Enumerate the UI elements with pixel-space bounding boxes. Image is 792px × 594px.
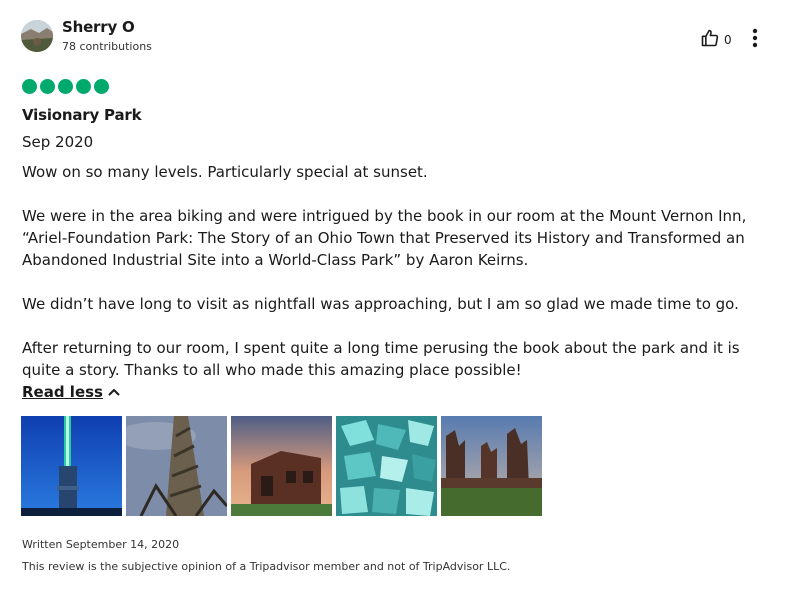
review-disclaimer: This review is the subjective opinion of a Tripadvisor member and not of TripAdvisor LLC.: [22, 560, 511, 573]
thumbs-up-icon: [700, 28, 720, 52]
bubble-rating: [22, 79, 109, 94]
chevron-up-icon: [107, 383, 121, 401]
vertical-ellipsis-icon: [746, 27, 764, 49]
review-paragraph: We didn’t have long to visit as nightfall was approaching, but I am so glad we made time to go.: [22, 295, 739, 313]
read-less-button[interactable]: [22, 383, 121, 401]
review-photo[interactable]: [126, 416, 227, 516]
review-photo[interactable]: [231, 416, 332, 516]
helpful-count: 0: [724, 33, 732, 47]
review-paragraph: Wow on so many levels. Particularly special at sunset.: [22, 163, 428, 181]
reviewer-contributions: 78 contributions: [62, 40, 152, 53]
more-options-button[interactable]: [746, 27, 764, 49]
avatar[interactable]: [21, 20, 53, 52]
rating-bubble: [22, 79, 37, 94]
rating-bubble: [40, 79, 55, 94]
read-less-label: Read less: [22, 383, 103, 401]
review-photo[interactable]: [441, 416, 542, 516]
review-photo[interactable]: [21, 416, 122, 516]
review-photos: [21, 416, 542, 516]
rating-bubble: [58, 79, 73, 94]
rating-bubble: [94, 79, 109, 94]
review-photo[interactable]: [336, 416, 437, 516]
written-date: Written September 14, 2020: [22, 538, 180, 551]
review-body: [22, 161, 782, 381]
review-paragraph: We were in the area biking and were intrigued by the book in our room at the Mount Vernon Inn, “Ariel-Foundation Park: The Story of an Ohio Town that Preserved its History and Transformed an Abandoned Industrial Site into a World-Class Park” by Aaron Keirns.: [22, 207, 747, 269]
review-date: Sep 2020: [22, 133, 94, 151]
helpful-vote-button[interactable]: [700, 28, 732, 52]
review-paragraph: After returning to our room, I spent quite a long time perusing the book about the park and it is quite a story. Thanks to all who made this amazing place possible!: [22, 339, 740, 379]
reviewer-name[interactable]: Sherry O: [62, 18, 135, 36]
review-title[interactable]: Visionary Park: [22, 106, 142, 124]
rating-bubble: [76, 79, 91, 94]
